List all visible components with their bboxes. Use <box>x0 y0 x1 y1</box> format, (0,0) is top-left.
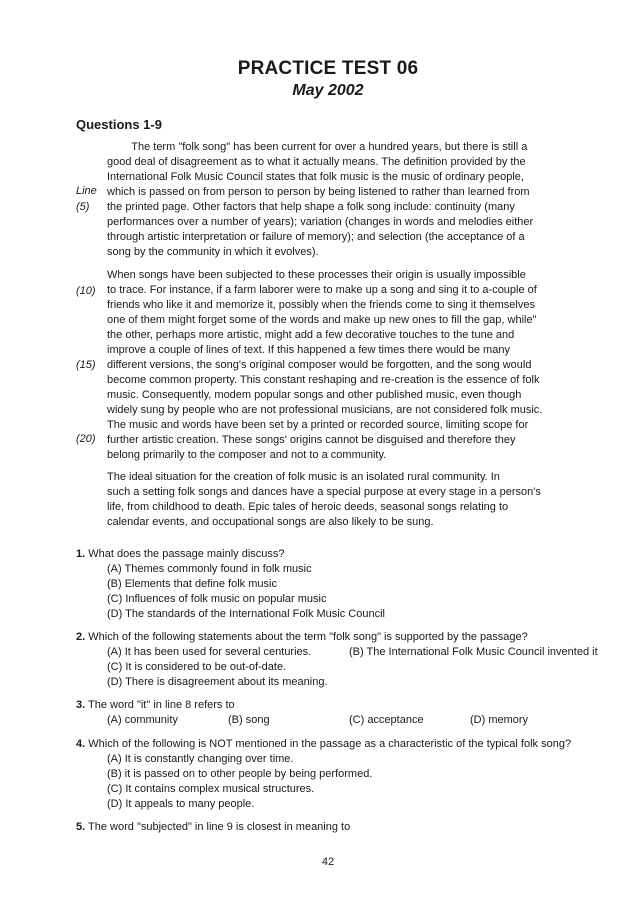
passage-line: become common property. This constant reshaping and re-creation is the essence of folk <box>107 374 540 386</box>
passage-line: one of them might forget some of the words and make up new ones to fill the gap, while" <box>107 314 537 326</box>
question-number: 2. <box>76 631 86 643</box>
question-2-option-d: (D) There is disagreement about its meaning. <box>107 676 328 688</box>
line-number-15: (15) <box>76 359 96 371</box>
question-number: 4. <box>76 738 86 750</box>
passage-line: The music and words have been set by a printed or recorded source, limiting scope for <box>107 419 529 431</box>
passage-line: improve a couple of lines of text. If this happened a few times there would be many <box>107 344 510 356</box>
question-3-option-a: (A) community <box>107 714 178 726</box>
passage-line: which is passed on from person to person by being listened to rather than learned from <box>107 186 530 198</box>
passage-line: different versions, the song's original composer would be forgotten, and the song would <box>107 359 532 371</box>
question-text: What does the passage mainly discuss? <box>85 548 285 560</box>
line-label: Line <box>76 185 97 197</box>
passage-line: International Folk Music Council states that folk music is the music of ordinary people, <box>107 171 524 183</box>
question-1-option-c: (C) Influences of folk music on popular music <box>107 593 327 605</box>
passage-line: good deal of disagreement as to what it actually means. The definition provided by the <box>107 156 526 168</box>
passage-line: music. Consequently, modem popular songs and other published music, even though <box>107 389 522 401</box>
passage-line: the other, perhaps more artistic, might add a few decorative touches to the tune and <box>107 329 515 341</box>
question-text: Which of the following statements about the term "folk song" is supported by the passage? <box>85 631 528 643</box>
page-number: 42 <box>321 856 335 868</box>
question-text: Which of the following is NOT mentioned in the passage as a characteristic of the typical folk song? <box>85 738 572 750</box>
passage-line: calendar events, and occupational songs are also likely to be sung. <box>107 516 434 528</box>
passage-line: When songs have been subjected to these processes their origin is usually impossible <box>107 269 526 281</box>
passage-line: to trace. For instance, if a farm laborer were to make up a song and sing it to a-couple of <box>107 284 537 296</box>
question-4-option-b: (B) it is passed on to other people by being performed. <box>107 768 373 780</box>
question-1-option-a: (A) Themes commonly found in folk music <box>107 563 312 575</box>
passage-line: belong primarily to the composer and not to a community. <box>107 449 387 461</box>
passage-line: through artistic interpretation or failure of memory); and selection (the acceptance of a <box>107 231 525 243</box>
question-3-option-d: (D) memory <box>470 714 529 726</box>
passage-line: The term "folk song" has been current for over a hundred years, but there is still a <box>107 141 528 153</box>
passage-line: widely sung by people who are not professional musicians, are not considered folk music. <box>107 404 543 416</box>
question-5 <box>76 820 350 835</box>
question-4 <box>76 737 571 752</box>
question-4-option-c: (C) It contains complex musical structures. <box>107 783 315 795</box>
line-number-20: (20) <box>76 433 96 445</box>
question-text: The word "subjected" in line 9 is closest in meaning to <box>85 821 351 833</box>
question-text: The word "it" in line 8 refers to <box>85 699 235 711</box>
question-number: 5. <box>76 821 86 833</box>
question-1-option-b: (B) Elements that define folk music <box>107 578 277 590</box>
question-2-option-a: (A) It has been used for several centuries. <box>107 646 312 658</box>
passage-line: life, from childhood to death. Epic tales of heroic deeds, seasonal songs relating to <box>107 501 509 513</box>
question-number: 3. <box>76 699 86 711</box>
question-4-option-d: (D) It appeals to many people. <box>107 798 255 810</box>
passage-line: further artistic creation. These songs' origins cannot be disguised and therefore they <box>107 434 516 446</box>
section-title: Questions 1-9 <box>76 117 162 132</box>
passage-line: such a setting folk songs and dances have a special purpose at every stage in a person's <box>107 486 541 498</box>
question-3 <box>76 698 235 713</box>
question-3-option-c: (C) acceptance <box>349 714 424 726</box>
question-3-option-b: (B) song <box>228 714 270 726</box>
question-1 <box>76 547 285 562</box>
question-2-option-b: (B) The International Folk Music Council invented it <box>349 646 598 658</box>
question-2 <box>76 630 528 645</box>
passage-line: friends who like it and memorize it, possibly when the friends come to sing it themselves <box>107 299 535 311</box>
question-1-option-d: (D) The standards of the International Folk Music Council <box>107 608 385 620</box>
passage-line: The ideal situation for the creation of folk music is an isolated rural community. In <box>107 471 500 483</box>
question-number: 1. <box>76 548 86 560</box>
page-subtitle: May 2002 <box>292 82 364 99</box>
question-4-option-a: (A) It is constantly changing over time. <box>107 753 294 765</box>
passage-line: song by the community in which it evolves). <box>107 246 319 258</box>
passage-line: performances over a number of years); variation (changes in words and melodies either <box>107 216 534 228</box>
line-number-10: (10) <box>76 285 96 297</box>
line-number-5: (5) <box>76 201 90 213</box>
page-title: PRACTICE TEST 06 <box>237 58 419 79</box>
question-2-option-c: (C) It is considered to be out-of-date. <box>107 661 287 673</box>
passage-line: the printed page. Other factors that help shape a folk song include: continuity (many <box>107 201 515 213</box>
